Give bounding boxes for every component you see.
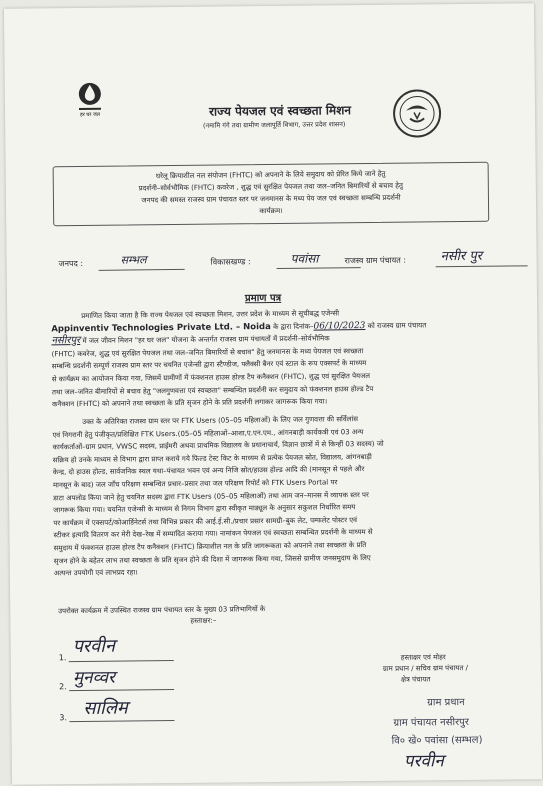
para2-line: समुदाय में फंक्शनल हाउस होल्ड टैप कनैक्शन (FHTC) क्रियाशील नल के प्रति जागरूकता को अपनाने तथा स्वच्छता के प्रति: [53, 540, 367, 553]
para2-line: पर कार्यक्रम में एक्सपर्ट/कोआर्डिनेटर्स तथा विभिन्न प्रकार की आई.ई.सी./प्रचार प्रसार सामग्री–बुक लेट, पम्फलेट पोस्टर एवं: [53, 515, 358, 528]
para2-line: सृजन होने के बहेतर लाभ तथा स्वच्छता के प्रति सृजन होने की दिशा में जागरूक किया गया, जिससे ग्रामीण जनसमुदाय के लिए: [53, 553, 371, 565]
banner-line: कार्यक्रम।: [259, 206, 283, 216]
up-govt-emblem: [392, 88, 443, 139]
block-value: पवांसा: [290, 251, 319, 266]
authority-line: क्षेत्र पंचायत: [400, 675, 431, 684]
participant-signature-3: सालिम: [83, 697, 128, 720]
mission-subtitle: (नमामि गंगे तथा ग्रामीण जलापूर्ति विभाग, उत्तर प्रदेश शासन): [202, 120, 346, 130]
authority-line: हस्ताक्षर एवं मोहर: [400, 653, 446, 662]
agency-name: Appinventiv Technologies Private Ltd. – Noida: [51, 321, 271, 334]
para2-line: कार्यकर्ताओं–ग्राम प्रधान, VWSC सदस्य, प्राईमरी अथवा प्राथमिक विद्यालय के प्रधानाचार्य, विज्ञान छात्रों में से किन्हीं 03 सदस्य) जो: [52, 440, 384, 452]
certificate-title: प्रमाण पत्र: [244, 292, 282, 305]
stamp-line: ग्राम पंचायत नसीरपुर: [393, 716, 469, 729]
district-value: सम्भल: [120, 253, 147, 267]
location-fields: [58, 248, 529, 276]
participant-signature-2: मुनव्वर: [72, 667, 116, 689]
para2-line: उक्त के अतिरिक्त राजस्व ग्राम स्तर पर FTK Users (05–05 महिलाओं) के लिए जल गुणवत्ता की सर्विलांस: [82, 415, 359, 426]
emblem-icon: [392, 88, 443, 139]
para2-line: मानसून के बाद) जल जाँच परिक्षण सम्बन्धित प्रचार–प्रसार तथा जल परिक्षण रिपोर्ट को FTK Users Portal पर: [52, 478, 338, 490]
sig-number-1: 1.: [58, 653, 67, 663]
signatures-intro-line: उपरोक्त कार्यक्रम में उपस्थित राजस्व ग्राम पंचायत स्तर के मुख्य 03 प्रतिभागियों के: [58, 605, 266, 616]
stamp-line: वि० खे० पवांसा (सम्भल): [391, 734, 483, 747]
village-name: नसीरपुर: [51, 335, 81, 347]
authority-caption: [382, 652, 469, 686]
district-label: जनपद :: [58, 258, 84, 269]
para1-line: प्रमाणित किया जाता है कि राज्य पेयजल एवं स्वच्छता मिशन, उत्तर प्रदेश के माध्यम से सूचीबद्ध एजेन्सी: [81, 309, 340, 321]
sig-line-1: [69, 659, 174, 662]
certificate-paragraph-1: [51, 305, 530, 411]
para1-line: सम्बन्धि प्रदर्शनी सम्पूर्ण राजस्व ग्राम स्तर पर चयनित एजेन्सी द्वारा स्टैण्डीज, फ्लैक्सी बैनर एवं स्टाल के रूप एक्सपर्ट के माध्यम: [51, 359, 367, 371]
banner-line: घरेलू क्रियाशील नल संयोजन (FHTC) को अपनाने के लिये समुदाय को प्रेरित किये जाने हेतु: [155, 169, 386, 181]
har-ghar-jal-logo: [73, 80, 107, 124]
signatures-intro-line: हस्ताक्षर:–: [190, 616, 217, 625]
banner-line: प्रदर्शनी–सोर्वभौमिक (FHTC) कवरेज , शुद्ध एवं सुरक्षित पेयजल तथा जल–जनित बिमारियों से बचाव हेतु: [138, 181, 403, 193]
para2-line: सक्रिय हो उनके माध्यम से विभाग द्वारा प्राप्त कराये गये फिल्ड टेस्ट किट के माध्यम से प्रत्येक पेयजल स्रोत, विद्यालय, आंगनबाड़ी: [52, 452, 372, 465]
sig-line-2: [69, 688, 174, 691]
signatures-intro: [54, 604, 265, 628]
para2-line: स्टीकर इत्यादि वितरण कर मेरी देख–रेख में सम्पादित कराया गया। नामांकन पेयजल एवं स्वच्छता सम्बन्धित प्रदर्शनी के माध्यम से: [53, 528, 373, 540]
mission-title: राज्य पेयजल एवं स्वच्छता मिशन: [209, 103, 352, 119]
para1-line: कनैक्शन (FHTC) को अपनाने तथा स्वच्छता के प्रति सृजन होने के प्रति प्रदर्शनी लगाकर जागरूक किया गया।: [52, 397, 328, 409]
para2-line: अत्यन्त उपयोगी एवं लाभप्रद रहा।: [53, 568, 138, 578]
pradhan-stamp: [389, 693, 520, 772]
para1-line: (FHTC) कवरेज, शुद्ध एवं सुरक्षित पेयजल तथा जल–जनित बिमारियों से बचाव" हेतु जनमानस के मध्य पेयजल एवं स्वच्छता: [51, 346, 364, 359]
para2-line: केन्द्र, दो हाउस होल्ड, सार्वजनिक स्थल यथा–पंचायत भवन एवं अन्य निजि स्रोत/हाउस होल्ड आदि की (मानसून से पहले और: [52, 465, 365, 477]
logo-caption: हर घर जल: [80, 111, 101, 119]
block-label: विकासखण्ड :: [210, 257, 251, 267]
sig-number-3: 3.: [59, 713, 68, 723]
banner-line: जनपद की समस्त राजस्व ग्राम पंचायत स्तर पर जनमानस के मध्य पेय जल एवं स्वच्छता सम्बन्धि प्रदर्शनी: [141, 193, 401, 205]
para1-line: तथा जल–जनित बीमारियों से बचाव हेतु "जलगुणवत्ता एवं स्वच्छता" सम्बन्धित प्रदर्शनी कर समुदाय को फंक्शनल हाउस होल्ड टैप: [51, 384, 374, 396]
para1-text: को राजस्व ग्राम पंचायत: [365, 320, 427, 330]
para2-line: डाटा अपलोड किया जाने हेतु चयनित सदस्य द्वारा FTK Users (05–05 महिलाओं) तथा आम जन–मानस में व्यापक स्तर पर: [53, 490, 369, 502]
program-date: 06/10/2023: [313, 320, 366, 332]
program-banner: [53, 162, 490, 227]
para1-line: से कार्यक्रम का आयोजन किया गया, जिसमें ग्रामीणों में फंक्शनल हाउस होल्ड टैप कनैक्शन (FHTC), शुद्ध एवं सुरक्षित पेयजल: [51, 371, 371, 384]
stamp-line: ग्राम प्रधान: [427, 697, 465, 709]
pradhan-signature: परवीन: [403, 751, 444, 772]
sig-number-2: 2.: [59, 682, 67, 692]
authority-line: ग्राम प्रधान / सचिव ग्राम पंचायत /: [382, 663, 469, 673]
certificate-page: [4, 3, 542, 785]
para1-text: में जल जीवन मिशन "हर घर जल" योजना के अन्तर्गत राजस्व ग्राम पंचायतों में प्रदर्शनी–सोर्वभौमिक: [80, 334, 330, 346]
para1-text: के द्वारा दिनांक–: [270, 322, 314, 331]
gp-label: राजस्व ग्राम पंचायत :: [344, 255, 407, 266]
para2-line: जागरूक किया गया। चयनित एजेन्सी के माध्यम से निगम विभाग द्वारा स्वीकृत माड्यूल के अनुसार सकुशल निर्धारित समय: [53, 503, 356, 515]
gp-value: नसीर पुर: [440, 248, 483, 265]
para2-line: एवं निगरानी हेतु पंजीकृत/प्रशिक्षित FTK Users.(05–05 महिलाओं–आशा,ए.एन.एम., आंगनबाड़ी कार्यकत्री एवं 03 अन्य: [52, 427, 364, 439]
certificate-paragraph-2: [52, 411, 532, 580]
participant-signature-1: परवीन: [72, 635, 115, 658]
